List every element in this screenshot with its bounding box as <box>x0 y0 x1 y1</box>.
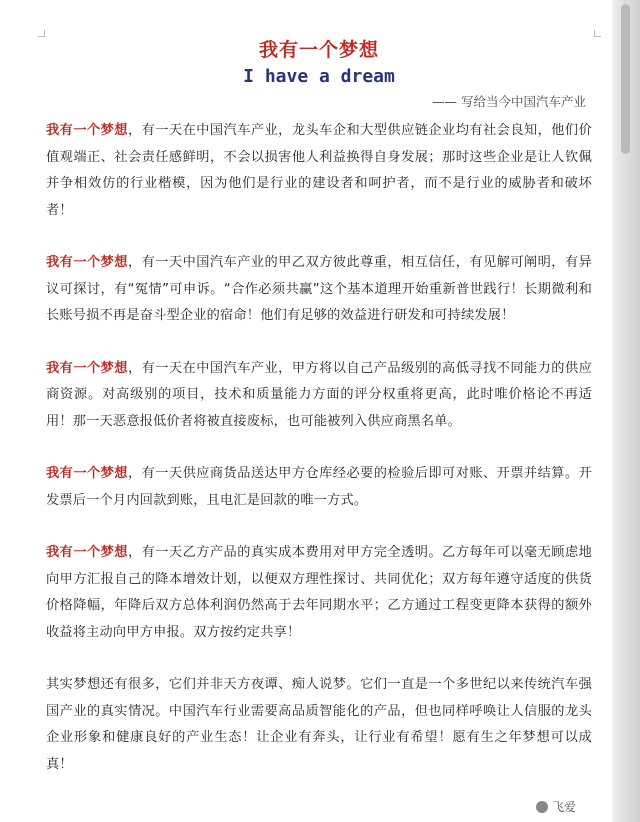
dedication-line: —— 写给当今中国汽车产业 <box>432 94 586 109</box>
paragraph-text: ，有一天在中国汽车产业，龙头车企和大型供应链企业均有社会良知，他们价值观端正、社会责任感鲜明，不会以损害他人利益换得自身发展；那时这些企业是让人钦佩并争相效仿的行业楷模，因为他们是行业的建设者和呵护者，而不是行业的威胁者和破坏者！ <box>46 123 593 218</box>
paragraph-text: ，有一天中国汽车产业的甲乙双方彼此尊重，相互信任，有见解可阐明，有异议可探讨，有“冤情”可申诉。“合作必须共赢”这个基本道理开始重新普世践行！长期微利和长账号损不再是奋斗型企业的宿命！他们有足够的效益进行研发和可持续发展！ <box>46 255 593 323</box>
watermark-logo-icon <box>536 801 548 813</box>
paragraph-text: ，有一天供应商货品送达甲方仓库经必要的检验后即可对账、开票并结算。开发票后一个月内回款到账，且电汇是回款的唯一方式。 <box>46 466 593 508</box>
paragraph-lead: 我有一个梦想 <box>46 123 128 138</box>
paragraph-text: ，有一天在中国汽车产业，甲方将以自己产品级别的高低寻找不同能力的供应商资源。对高级别的项目，技术和质量能力方面的评分权重将更高，此时唯价格论不再适用！那一天恶意报低价者将被直接废标，也可能被列入供应商黑名单。 <box>46 360 593 429</box>
paragraph-4 <box>46 461 592 514</box>
paragraph-lead: 我有一个梦想 <box>46 360 128 376</box>
paragraph-lead: 我有一个梦想 <box>46 255 128 270</box>
paragraph-6 <box>46 672 592 778</box>
crop-mark-top-right <box>594 30 601 37</box>
paragraph-lead: 我有一个梦想 <box>46 545 128 560</box>
source-watermark <box>528 796 584 817</box>
crop-mark-top-left <box>38 30 45 37</box>
paragraph-5 <box>46 540 592 646</box>
watermark-label: 飞爱 <box>552 800 577 814</box>
document-subtitle: I have a dream <box>243 66 395 87</box>
paragraph-text: ，有一天乙方产品的真实成本费用对甲方完全透明。乙方每年可以毫无顾虑地向甲方汇报自己的降本增效计划，以便双方理性探讨、共同优化；双方每年遵守适度的供货价格降幅，年降后双方总体利润仍然高于去年同期水平；乙方通过工程变更降本获得的额外收益将主动向甲方申报。双方按约定共享！ <box>46 545 593 640</box>
paragraph-1 <box>46 118 592 224</box>
scrollbar-thumb[interactable] <box>621 4 630 154</box>
document-title: 我有一个梦想 <box>258 39 379 61</box>
paragraph-3 <box>46 356 592 436</box>
paragraph-text: 其实梦想还有很多，它们并非天方夜谭、痴人说梦。它们一直是一个多世纪以来传统汽车强国产业的真实情况。中国汽车行业需要高品质智能化的产品，但也同样呼唤让人信服的龙头企业形象和健康良好的产业生态！让企业有奔头，让行业有希望！愿有生之年梦想可以成真！ <box>46 677 592 772</box>
paragraph-2 <box>46 250 592 330</box>
paragraph-lead: 我有一个梦想 <box>46 466 128 481</box>
